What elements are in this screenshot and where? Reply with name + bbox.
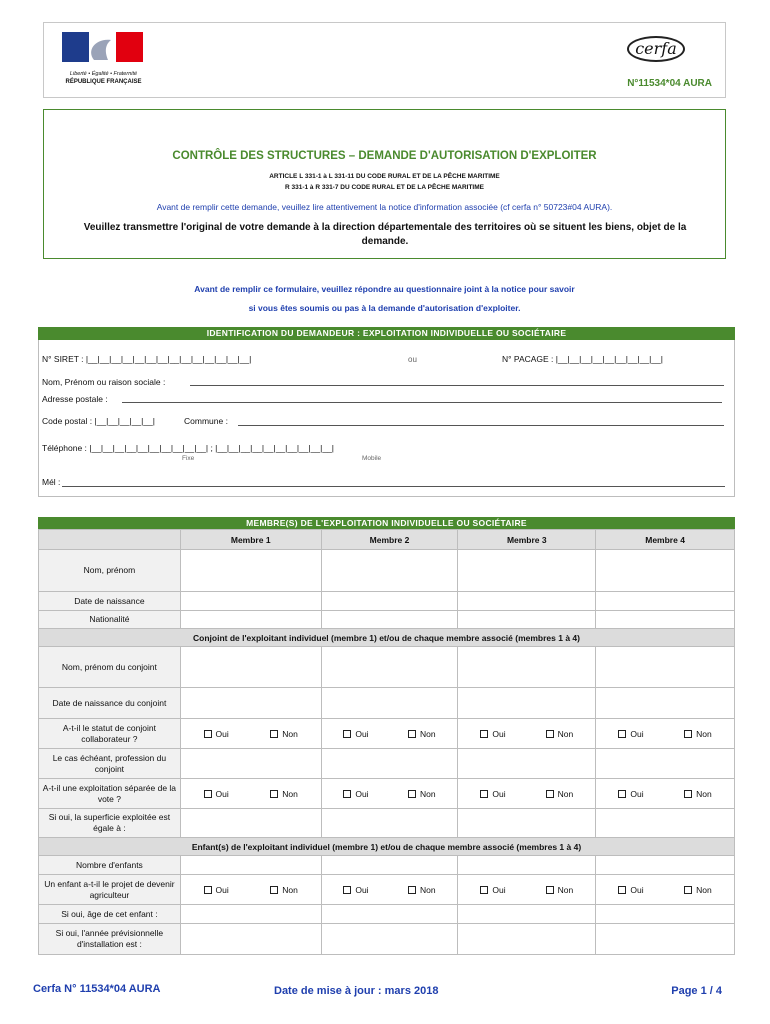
input-cell[interactable]: [180, 856, 321, 875]
commune-input[interactable]: [238, 425, 724, 426]
nom-label: Nom, Prénom ou raison sociale :: [42, 377, 166, 387]
input-cell[interactable]: [596, 749, 735, 779]
yes-no-cell: [458, 875, 596, 905]
input-cell[interactable]: [321, 688, 458, 719]
article-line-1: ARTICLE L 331-1 à L 331-11 DU CODE RURAL ET DE LA PÊCHE MARITIME: [269, 173, 500, 180]
footer-date: Date de mise à jour : mars 2018: [274, 985, 439, 997]
row-label: Nombre d'enfants: [39, 856, 181, 875]
oui-label: Oui: [355, 884, 369, 895]
article-line-2: R 331-1 à R 331-7 DU CODE RURAL ET DE LA PÊCHE MARITIME: [284, 184, 484, 191]
intro-line-2: si vous êtes soumis ou pas à la demande d'autorisation d'exploiter.: [248, 303, 521, 313]
marianne-logo: [56, 30, 151, 90]
oui-label: Oui: [215, 884, 229, 895]
checkbox-non[interactable]: [408, 885, 436, 895]
row-label: A-t-il une exploitation séparée de la vote ?: [39, 779, 181, 809]
footer-cerfa: Cerfa N° 11534*04 AURA: [33, 983, 161, 995]
input-cell[interactable]: [180, 688, 321, 719]
checkbox-non[interactable]: [684, 789, 712, 799]
row-label: Nom, prénom: [39, 550, 181, 592]
oui-label: Oui: [215, 788, 229, 799]
input-cell[interactable]: [180, 924, 321, 955]
oui-label: Oui: [492, 728, 506, 739]
yes-no-cell: [596, 875, 735, 905]
input-cell[interactable]: [596, 688, 735, 719]
mobile-label: Mobile: [362, 455, 382, 462]
form-number: N°11534*04 AURA: [627, 78, 712, 89]
intro-line-1: Avant de remplir ce formulaire, veuillez répondre au questionnaire joint à la notice pour savoir: [194, 284, 575, 294]
marianne-republique: RÉPUBLIQUE FRANÇAISE: [65, 79, 142, 85]
input-cell[interactable]: [458, 924, 596, 955]
checkbox-oui[interactable]: [480, 729, 505, 739]
input-cell[interactable]: [321, 905, 458, 924]
oui-label: Oui: [630, 728, 644, 739]
oui-label: Oui: [492, 788, 506, 799]
cerfa-logo-text: cerfa: [635, 39, 677, 58]
input-cell[interactable]: [458, 688, 596, 719]
row-label: Date de naissance du conjoint: [39, 688, 181, 719]
input-cell[interactable]: [596, 611, 735, 629]
checkbox-non[interactable]: [684, 729, 712, 739]
checkbox-non[interactable]: [546, 789, 574, 799]
input-cell[interactable]: [321, 856, 458, 875]
checkbox-oui[interactable]: [204, 885, 229, 895]
input-cell[interactable]: [321, 611, 458, 629]
input-cell[interactable]: [596, 856, 735, 875]
checkbox-oui[interactable]: [343, 885, 368, 895]
yes-no-cell: [321, 875, 458, 905]
input-cell[interactable]: [180, 550, 321, 592]
input-cell[interactable]: [596, 905, 735, 924]
column-header: Membre 4: [596, 530, 735, 550]
identification-section: [38, 327, 735, 497]
input-cell[interactable]: [596, 924, 735, 955]
input-cell[interactable]: [180, 592, 321, 611]
yes-no-cell: [180, 779, 321, 809]
checkbox-oui[interactable]: [343, 789, 368, 799]
checkbox-oui[interactable]: [480, 885, 505, 895]
row-label: Si oui, l'année prévisionnelle d'installation est :: [39, 924, 181, 955]
input-cell[interactable]: [458, 611, 596, 629]
row-label: Nationalité: [39, 611, 181, 629]
oui-label: Oui: [492, 884, 506, 895]
page-title: CONTRÔLE DES STRUCTURES – DEMANDE D'AUTORISATION D'EXPLOITER: [172, 150, 597, 162]
identification-bar: IDENTIFICATION DU DEMANDEUR : EXPLOITATION INDIVIDUELLE OU SOCIÉTAIRE: [38, 327, 735, 340]
input-cell[interactable]: [321, 647, 458, 688]
column-header: Membre 3: [458, 530, 596, 550]
column-header: Membre 1: [180, 530, 321, 550]
row-label: Le cas échéant, profession du conjoint: [39, 749, 181, 779]
nom-input[interactable]: [190, 385, 724, 386]
non-label: Non: [696, 788, 712, 799]
oui-label: Oui: [630, 788, 644, 799]
checkbox-non[interactable]: [684, 885, 712, 895]
yes-no-cell: [596, 719, 735, 749]
yes-no-cell: [458, 779, 596, 809]
checkbox-oui[interactable]: [204, 789, 229, 799]
non-label: Non: [420, 788, 436, 799]
input-cell[interactable]: [458, 647, 596, 688]
enfant-header: Enfant(s) de l'exploitant individuel (membre 1) et/ou de chaque membre associé (membres 1 à 4): [39, 838, 735, 856]
input-cell[interactable]: [321, 809, 458, 838]
input-cell[interactable]: [458, 809, 596, 838]
checkbox-non[interactable]: [408, 729, 436, 739]
non-label: Non: [696, 884, 712, 895]
telephone-field[interactable]: Téléphone : |__|__|__|__|__|__|__|__|__|__| ; |__|__|__|__|__|__|__|__|__|__|: [42, 443, 335, 453]
ou-label: ou: [408, 355, 417, 364]
non-label: Non: [420, 884, 436, 895]
checkbox-non[interactable]: [270, 885, 298, 895]
input-cell[interactable]: [321, 924, 458, 955]
cerfa-logo: [627, 36, 685, 62]
input-cell[interactable]: [180, 647, 321, 688]
checkbox-oui[interactable]: [343, 729, 368, 739]
input-cell[interactable]: [458, 749, 596, 779]
non-label: Non: [282, 788, 298, 799]
non-label: Non: [557, 728, 574, 739]
input-cell[interactable]: [596, 647, 735, 688]
input-cell[interactable]: [458, 592, 596, 611]
mel-label: Mél :: [42, 477, 61, 487]
input-cell[interactable]: [180, 749, 321, 779]
pacage-field[interactable]: N° PACAGE : |__|__|__|__|__|__|__|__|__|: [502, 354, 663, 364]
members-bar: MEMBRE(S) DE L'EXPLOITATION INDIVIDUELLE OU SOCIÉTAIRE: [38, 517, 735, 529]
yes-no-cell: [596, 779, 735, 809]
yes-no-cell: [180, 719, 321, 749]
members-table: [38, 529, 735, 955]
non-label: Non: [282, 728, 298, 739]
fixe-label: Fixe: [182, 455, 195, 462]
yes-no-cell: [321, 779, 458, 809]
oui-label: Oui: [215, 728, 229, 739]
conjoint-header: Conjoint de l'exploitant individuel (membre 1) et/ou de chaque membre associé (membres 1 à 4): [39, 629, 735, 647]
input-cell[interactable]: [458, 905, 596, 924]
oui-label: Oui: [355, 728, 369, 739]
checkbox-non[interactable]: [270, 729, 298, 739]
input-cell[interactable]: [596, 550, 735, 592]
cp-field[interactable]: Code postal : |__|__|__|__|__|: [42, 416, 155, 426]
input-cell[interactable]: [596, 809, 735, 838]
oui-label: Oui: [630, 884, 644, 895]
checkbox-oui[interactable]: [204, 729, 229, 739]
non-label: Non: [282, 884, 298, 895]
marianne-flag-icon: [56, 30, 151, 66]
non-label: Non: [557, 788, 574, 799]
input-cell[interactable]: [458, 550, 596, 592]
checkbox-oui[interactable]: [618, 789, 643, 799]
row-label: Si oui, âge de cet enfant :: [39, 905, 181, 924]
corner-cell: [39, 530, 181, 550]
footer-page: Page 1 / 4: [671, 985, 722, 997]
column-header: Membre 2: [321, 530, 458, 550]
row-label: Un enfant a-t-il le projet de devenir agriculteur: [39, 875, 181, 905]
row-label: Nom, prénom du conjoint: [39, 647, 181, 688]
checkbox-non[interactable]: [270, 789, 298, 799]
checkbox-non[interactable]: [546, 729, 574, 739]
checkbox-oui[interactable]: [618, 729, 643, 739]
input-cell[interactable]: [596, 592, 735, 611]
adresse-input[interactable]: [122, 402, 722, 403]
non-label: Non: [696, 728, 712, 739]
checkbox-oui[interactable]: [618, 885, 643, 895]
yes-no-cell: [180, 875, 321, 905]
marianne-motto: Liberté • Égalité • Fraternité: [69, 71, 138, 77]
non-label: Non: [420, 728, 436, 739]
transmit-text: Veuillez transmettre l'original de votre demande à la direction départementale des territoires où se situent les biens, objet de la demande.: [83, 222, 687, 247]
row-label: A-t-il le statut de conjoint collaborateur ?: [39, 719, 181, 749]
yes-no-cell: [321, 719, 458, 749]
row-label: Si oui, la superficie exploitée est égale à :: [39, 809, 181, 838]
siret-field[interactable]: N° SIRET : |__|__|__|__|__|__|__|__|__|__|__|__|__|__|: [42, 354, 252, 364]
input-cell[interactable]: [321, 592, 458, 611]
input-cell[interactable]: [180, 905, 321, 924]
notice-text: Avant de remplir cette demande, veuillez lire attentivement la notice d'information associée (cf cerfa n° 50723#04 AURA).: [156, 202, 613, 212]
mel-input[interactable]: [62, 486, 725, 487]
checkbox-non[interactable]: [408, 789, 436, 799]
yes-no-cell: [458, 719, 596, 749]
input-cell[interactable]: [458, 856, 596, 875]
input-cell[interactable]: [180, 809, 321, 838]
row-label: Date de naissance: [39, 592, 181, 611]
non-label: Non: [557, 884, 574, 895]
adresse-label: Adresse postale :: [42, 394, 108, 404]
input-cell[interactable]: [321, 749, 458, 779]
input-cell[interactable]: [180, 611, 321, 629]
commune-label: Commune :: [184, 416, 228, 426]
checkbox-non[interactable]: [546, 885, 574, 895]
checkbox-oui[interactable]: [480, 789, 505, 799]
input-cell[interactable]: [321, 550, 458, 592]
oui-label: Oui: [355, 788, 369, 799]
